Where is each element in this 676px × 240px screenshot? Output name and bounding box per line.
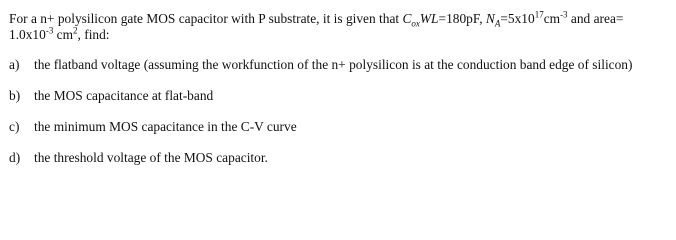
doping-exponent: 17	[534, 9, 544, 20]
question-item	[9, 57, 632, 73]
symbol-c-letter: C	[402, 11, 412, 26]
area-exponent: -3	[45, 25, 54, 36]
intro-text: For a n+ polysilicon gate MOS capacitor with P substrate, it is given that	[9, 11, 403, 26]
question-text: the minimum MOS capacitance in the C-V curve	[34, 119, 297, 134]
question-letter: b)	[9, 88, 21, 103]
doping-unit-exponent: -3	[560, 9, 568, 20]
symbol-c	[402, 11, 439, 29]
question-item	[9, 150, 268, 166]
symbol-n-subscript: A	[494, 18, 501, 29]
problem-intro	[9, 11, 667, 43]
cap-value: =180pF,	[438, 11, 486, 26]
question-item	[9, 88, 213, 104]
question-text: the threshold voltage of the MOS capacitor.	[34, 150, 268, 165]
question-item	[9, 119, 297, 135]
question-letter: d)	[9, 150, 21, 165]
area-mantissa: 1.0x10	[9, 27, 46, 42]
symbol-c-subscript: ox	[411, 18, 420, 29]
area-unit-exponent: 2	[73, 25, 78, 36]
symbol-n-letter: N	[485, 11, 495, 26]
question-letter: a)	[9, 57, 20, 72]
doping-mantissa: =5x10	[500, 11, 535, 26]
question-text: the MOS capacitance at flat-band	[34, 88, 214, 103]
symbol-wl: WL	[419, 11, 439, 26]
problem-statement	[9, 9, 667, 165]
area-label: and area=	[567, 11, 624, 26]
question-letter: c)	[9, 119, 20, 134]
doping-unit: cm	[543, 11, 561, 26]
area-unit: cm	[53, 27, 74, 42]
find-label: , find:	[77, 27, 110, 42]
question-text: the flatband voltage (assuming the workfunction of the n+ polysilicon is at the conduction band edge of silicon)	[34, 57, 633, 72]
symbol-n	[485, 11, 501, 29]
